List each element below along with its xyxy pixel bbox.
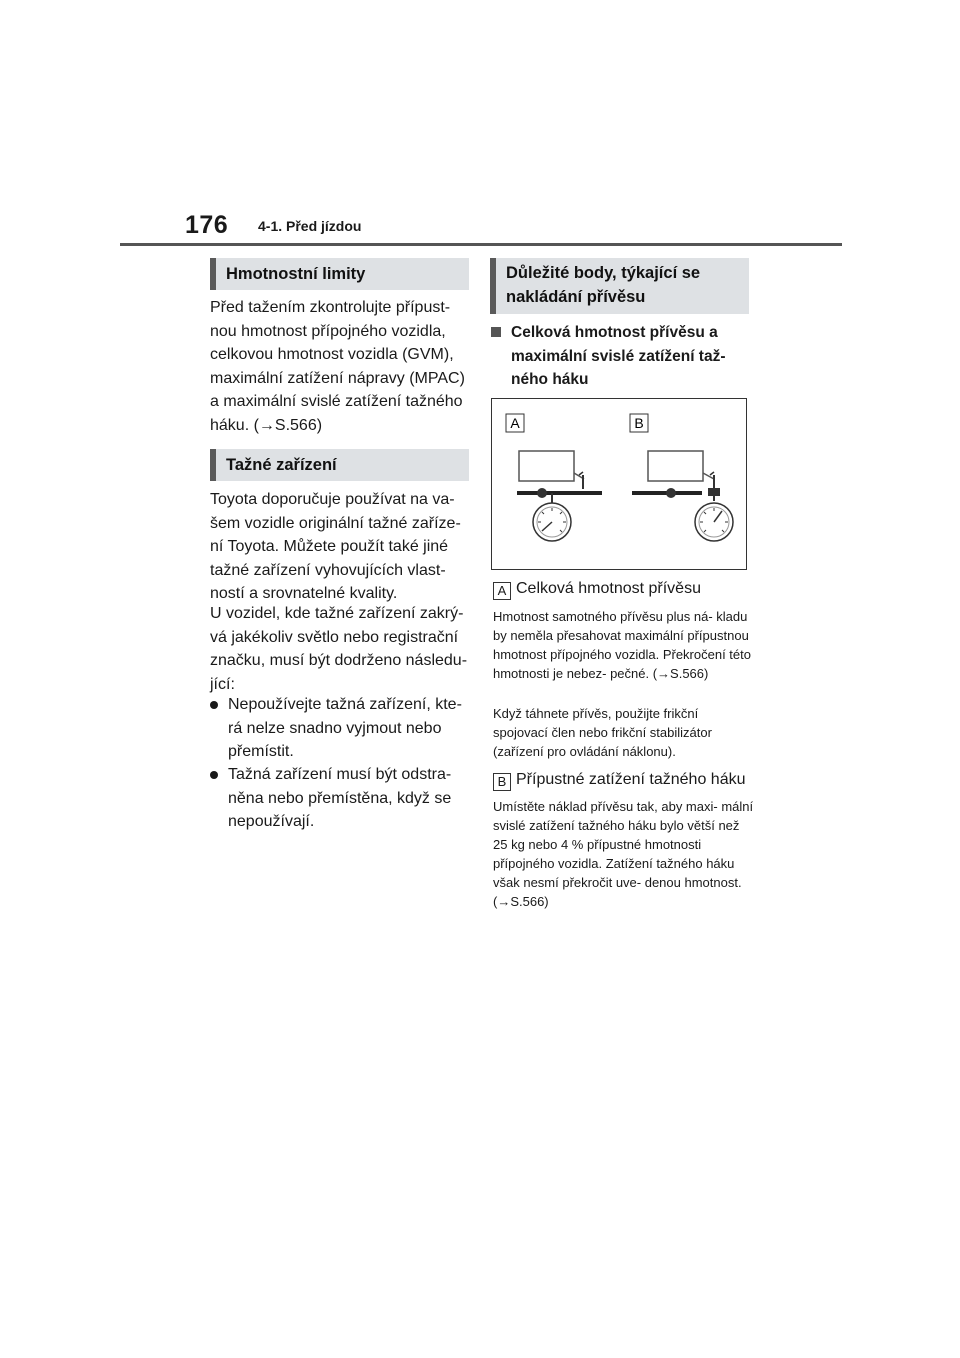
heading-towing-hitch: Tažné zařízení [210, 449, 469, 481]
trailer-b-icon [632, 451, 720, 501]
subheading-text: Celková hmotnost přívěsu a maximální svislé zatížení taž- ného háku [511, 324, 726, 388]
scale-gauge-b-icon [695, 503, 733, 541]
bullet-dot-icon [210, 771, 218, 779]
bullet-dot-icon [210, 701, 218, 709]
scale-gauge-a-icon [533, 503, 571, 541]
page-number: 176 [185, 211, 229, 239]
weight-limits-paragraph: Před tažením zkontrolujte přípust- nou hmotnost přípojného vozidla, celkovou hmotnost vozidla (GVM), maximální zatížení nápravy (MPAC) a maximální svislé zatížení tažného háku. (→S.566) [210, 299, 465, 434]
heading-weight-limits: Hmotnostní limity [210, 258, 469, 290]
header-divider [120, 243, 842, 246]
label-a-badge: A [493, 582, 511, 600]
item-b-description: Umístěte náklad přívěsu tak, aby maxi- mální svislé zatížení tažného háku bylo větší než 25 kg nebo 4 % přípustné hmotnosti přípojného vozidla. Zatížení tažného háku však nesmí překročit uve- denou hmotnost. (→S.566) [493, 799, 754, 909]
item-a-title [493, 579, 701, 600]
heading-trailer-loading: Důležité body, týkající se nakládání přívěsu [490, 258, 749, 314]
bullet-item-remove-when-unused [210, 763, 472, 834]
subheading-trailer-weight [491, 321, 753, 392]
bullet-text: Nepoužívejte tažná zařízení, kte- rá nelze snadno vyjmout nebo přemístit. [228, 696, 462, 761]
bullet-text: Tažná zařízení musí být odstra- něna nebo přemístěna, když se nepoužívají. [228, 766, 452, 831]
item-a-title-text: Celková hmotnost přívěsu [516, 580, 701, 597]
item-b-title-text: Přípustné zatížení tažného háku [516, 771, 746, 788]
towing-hitch-paragraph: Toyota doporučuje používat na va- šem vozidle originální tažné zaříze- ní Toyota. Můžete použít také jiné tažné zařízení vyhovujících vlast- ností a srovnatelné kvality. [210, 491, 461, 603]
item-a-description: Hmotnost samotného přívěsu plus ná- kladu by neměla přesahovat maximální přípustnou hmotnost přípojného vozidla. Překročení této hmotnosti je nebez- pečné. (→S.566) [493, 609, 751, 681]
figure-label-a [506, 414, 524, 432]
svg-text:B: B [634, 415, 644, 431]
trailer-scale-illustration [491, 398, 747, 570]
visibility-paragraph: U vozidel, kde tažné zařízení zakrý- vá jakékoliv světlo nebo registrační značku, musí být dodrženo následu- jící: [210, 605, 468, 693]
figure-label-b [630, 414, 648, 432]
section-label: 4-1. Před jízdou [258, 218, 362, 234]
label-b-badge: B [493, 773, 511, 791]
item-a-note: Když táhnete přívěs, použijte frikční spojovací člen nebo frikční stabilizátor (zařízení pro ovládání náklonu). [493, 706, 712, 759]
square-bullet-icon [491, 327, 501, 337]
svg-text:A: A [510, 415, 520, 431]
illustration-svg [492, 399, 746, 569]
item-b-title [493, 770, 745, 791]
bullet-item-removable [210, 693, 472, 764]
trailer-a-icon [517, 451, 602, 503]
